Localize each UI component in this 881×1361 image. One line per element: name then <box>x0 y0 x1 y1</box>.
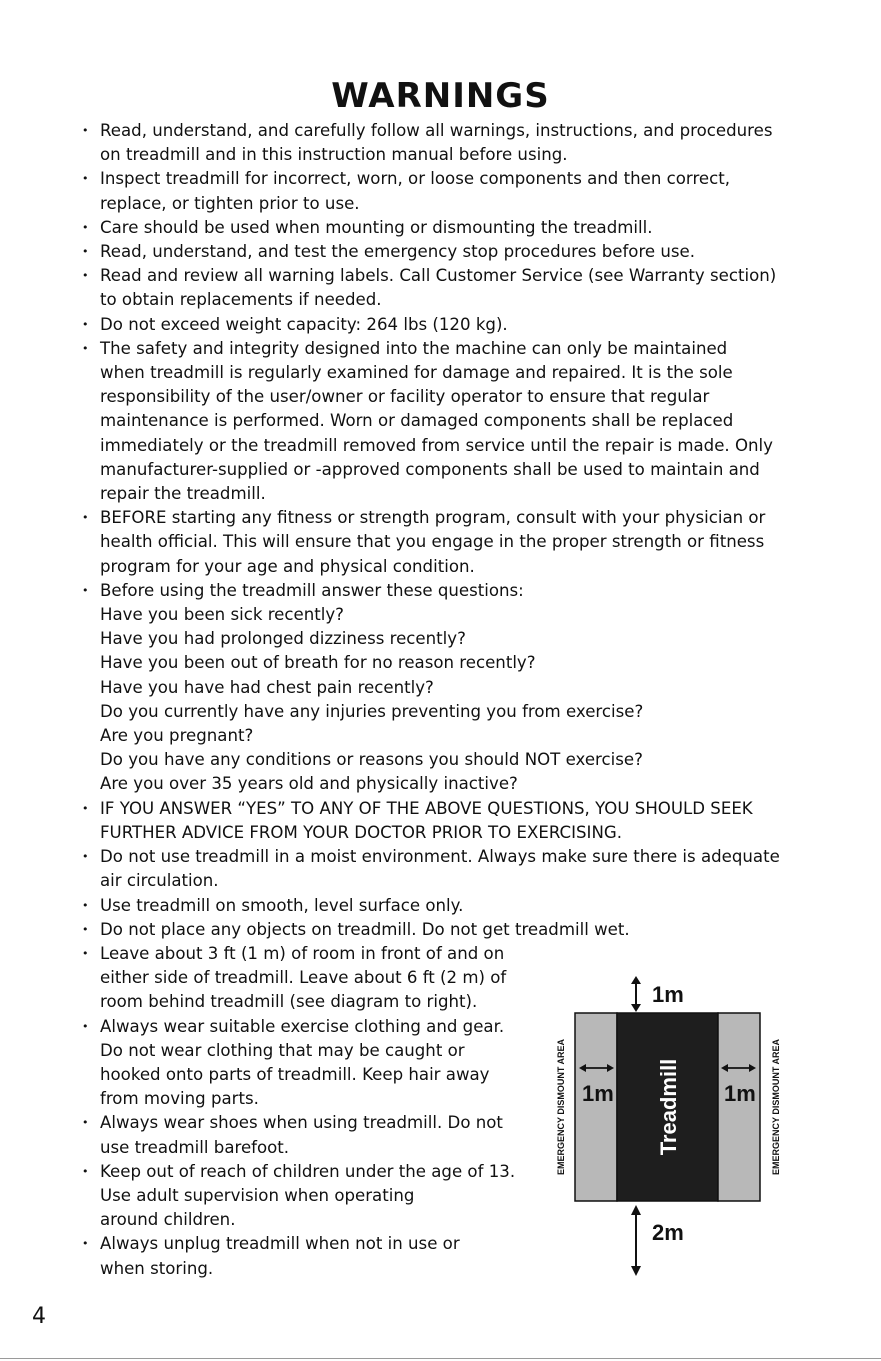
warning-line: health official. This will ensure that you engage in the proper strength or fitness <box>100 532 765 552</box>
warning-line: Have you been out of breath for no reason recently? <box>100 653 536 673</box>
warning-line: • Always wear suitable exercise clothing and gear. <box>100 1016 505 1036</box>
warning-line: • Always unplug treadmill when not in use or <box>100 1234 460 1254</box>
warning-line: from moving parts. <box>100 1089 259 1109</box>
left-dismount-area <box>575 1013 617 1201</box>
warning-item <box>78 845 830 893</box>
warning-line: • BEFORE starting any fitness or strength program, consult with your physician or <box>100 508 766 528</box>
warning-line: room behind treadmill (see diagram to right). <box>100 992 478 1012</box>
warning-line: • Read, understand, and carefully follow all warnings, instructions, and procedures <box>100 121 773 140</box>
left-clearance-label: 1m <box>582 1081 614 1106</box>
warning-item <box>78 337 830 506</box>
warning-line: repair the treadmill. <box>100 484 266 504</box>
warning-item <box>78 579 830 797</box>
warning-line: either side of treadmill. Leave about 6 ft (2 m) of <box>100 968 507 988</box>
warning-line: around children. <box>100 1210 236 1230</box>
right-clearance-label: 1m <box>724 1081 756 1106</box>
warning-line: • Use treadmill on smooth, level surface only. <box>100 895 464 915</box>
warning-line: Do you have any conditions or reasons you should NOT exercise? <box>100 750 643 770</box>
warning-line: • Do not exceed weight capacity: 264 lbs (120 kg). <box>100 314 508 334</box>
warning-line: responsibility of the user/owner or facility operator to ensure that regular <box>100 387 710 407</box>
warning-line: Have you had prolonged dizziness recently? <box>100 629 466 649</box>
bottom-rule <box>0 1358 881 1359</box>
warning-line: • Care should be used when mounting or dismounting the treadmill. <box>100 217 653 237</box>
warning-line: when storing. <box>100 1258 214 1278</box>
warning-line: • The safety and integrity designed into the machine can only be maintained <box>100 338 728 358</box>
warning-line: immediately or the treadmill removed from service until the repair is made. Only <box>100 435 773 455</box>
warning-line: • Keep out of reach of children under the age of 13. <box>100 1161 516 1181</box>
warning-line: • Always wear shoes when using treadmill. Do not <box>100 1113 503 1133</box>
warning-item <box>78 918 830 942</box>
page-number: 4 <box>32 1304 46 1329</box>
front-clearance-label: 1m <box>652 982 684 1007</box>
warning-line: • Read and review all warning labels. Call Customer Service (see Warranty section) <box>100 266 777 286</box>
warning-line: FURTHER ADVICE FROM YOUR DOCTOR PRIOR TO EXERCISING. <box>100 822 622 842</box>
warning-line: Are you pregnant? <box>100 726 254 746</box>
warning-line: Use adult supervision when operating <box>100 1185 415 1205</box>
warning-item <box>78 167 830 215</box>
warning-line: • Before using the treadmill answer these questions: <box>100 580 524 600</box>
warning-line: hooked onto parts of treadmill. Keep hair away <box>100 1064 490 1084</box>
treadmill-label: Treadmill <box>656 1058 681 1156</box>
warning-line: • Leave about 3 ft (1 m) of room in front of and on <box>100 943 505 963</box>
warning-line: Do not wear clothing that may be caught or <box>100 1040 465 1060</box>
warning-item <box>78 313 830 337</box>
warning-item <box>78 894 830 918</box>
warning-line: • Do not place any objects on treadmill. Do not get treadmill wet. <box>100 919 630 939</box>
warning-item <box>78 506 830 579</box>
warning-line: program for your age and physical condition. <box>100 556 475 576</box>
warning-line: Are you over 35 years old and physically inactive? <box>100 774 518 794</box>
warning-item <box>78 119 830 167</box>
warning-line: to obtain replacements if needed. <box>100 290 382 310</box>
warning-item <box>78 240 830 264</box>
warning-item <box>78 216 830 240</box>
warning-line: • Read, understand, and test the emergency stop procedures before use. <box>100 242 696 262</box>
clearance-diagram <box>548 970 808 1280</box>
front-clearance-arrow <box>631 976 641 1012</box>
warning-line: Have you been sick recently? <box>100 605 344 625</box>
warning-line: on treadmill and in this instruction manual before using. <box>100 145 568 165</box>
warning-line: Have you have had chest pain recently? <box>100 677 434 697</box>
warnings-title: WARNINGS <box>331 76 550 116</box>
right-dismount-area <box>718 1013 760 1201</box>
right-dismount-area-label: EMERGENCY DISMOUNT AREA <box>771 1038 781 1176</box>
warning-line: • Do not use treadmill in a moist environment. Always make sure there is adequate <box>100 847 780 867</box>
warning-line: air circulation. <box>100 871 219 891</box>
warning-line: replace, or tighten prior to use. <box>100 193 360 213</box>
warning-line: • Inspect treadmill for incorrect, worn, or loose components and then correct, <box>100 169 731 189</box>
warning-line: maintenance is performed. Worn or damaged components shall be replaced <box>100 411 734 431</box>
warning-item <box>78 264 830 312</box>
warning-line: when treadmill is regularly examined for damage and repaired. It is the sole <box>100 363 733 383</box>
warning-item <box>78 797 830 845</box>
warning-line: • IF YOU ANSWER “YES” TO ANY OF THE ABOVE QUESTIONS, YOU SHOULD SEEK <box>100 798 753 818</box>
warning-line: use treadmill barefoot. <box>100 1137 290 1157</box>
warning-line: Do you currently have any injuries preventing you from exercise? <box>100 701 644 721</box>
warning-line: manufacturer-supplied or -approved components shall be used to maintain and <box>100 459 760 479</box>
rear-clearance-label: 2m <box>652 1220 684 1245</box>
rear-clearance-arrow <box>631 1205 641 1276</box>
left-dismount-area-label: EMERGENCY DISMOUNT AREA <box>556 1038 566 1176</box>
